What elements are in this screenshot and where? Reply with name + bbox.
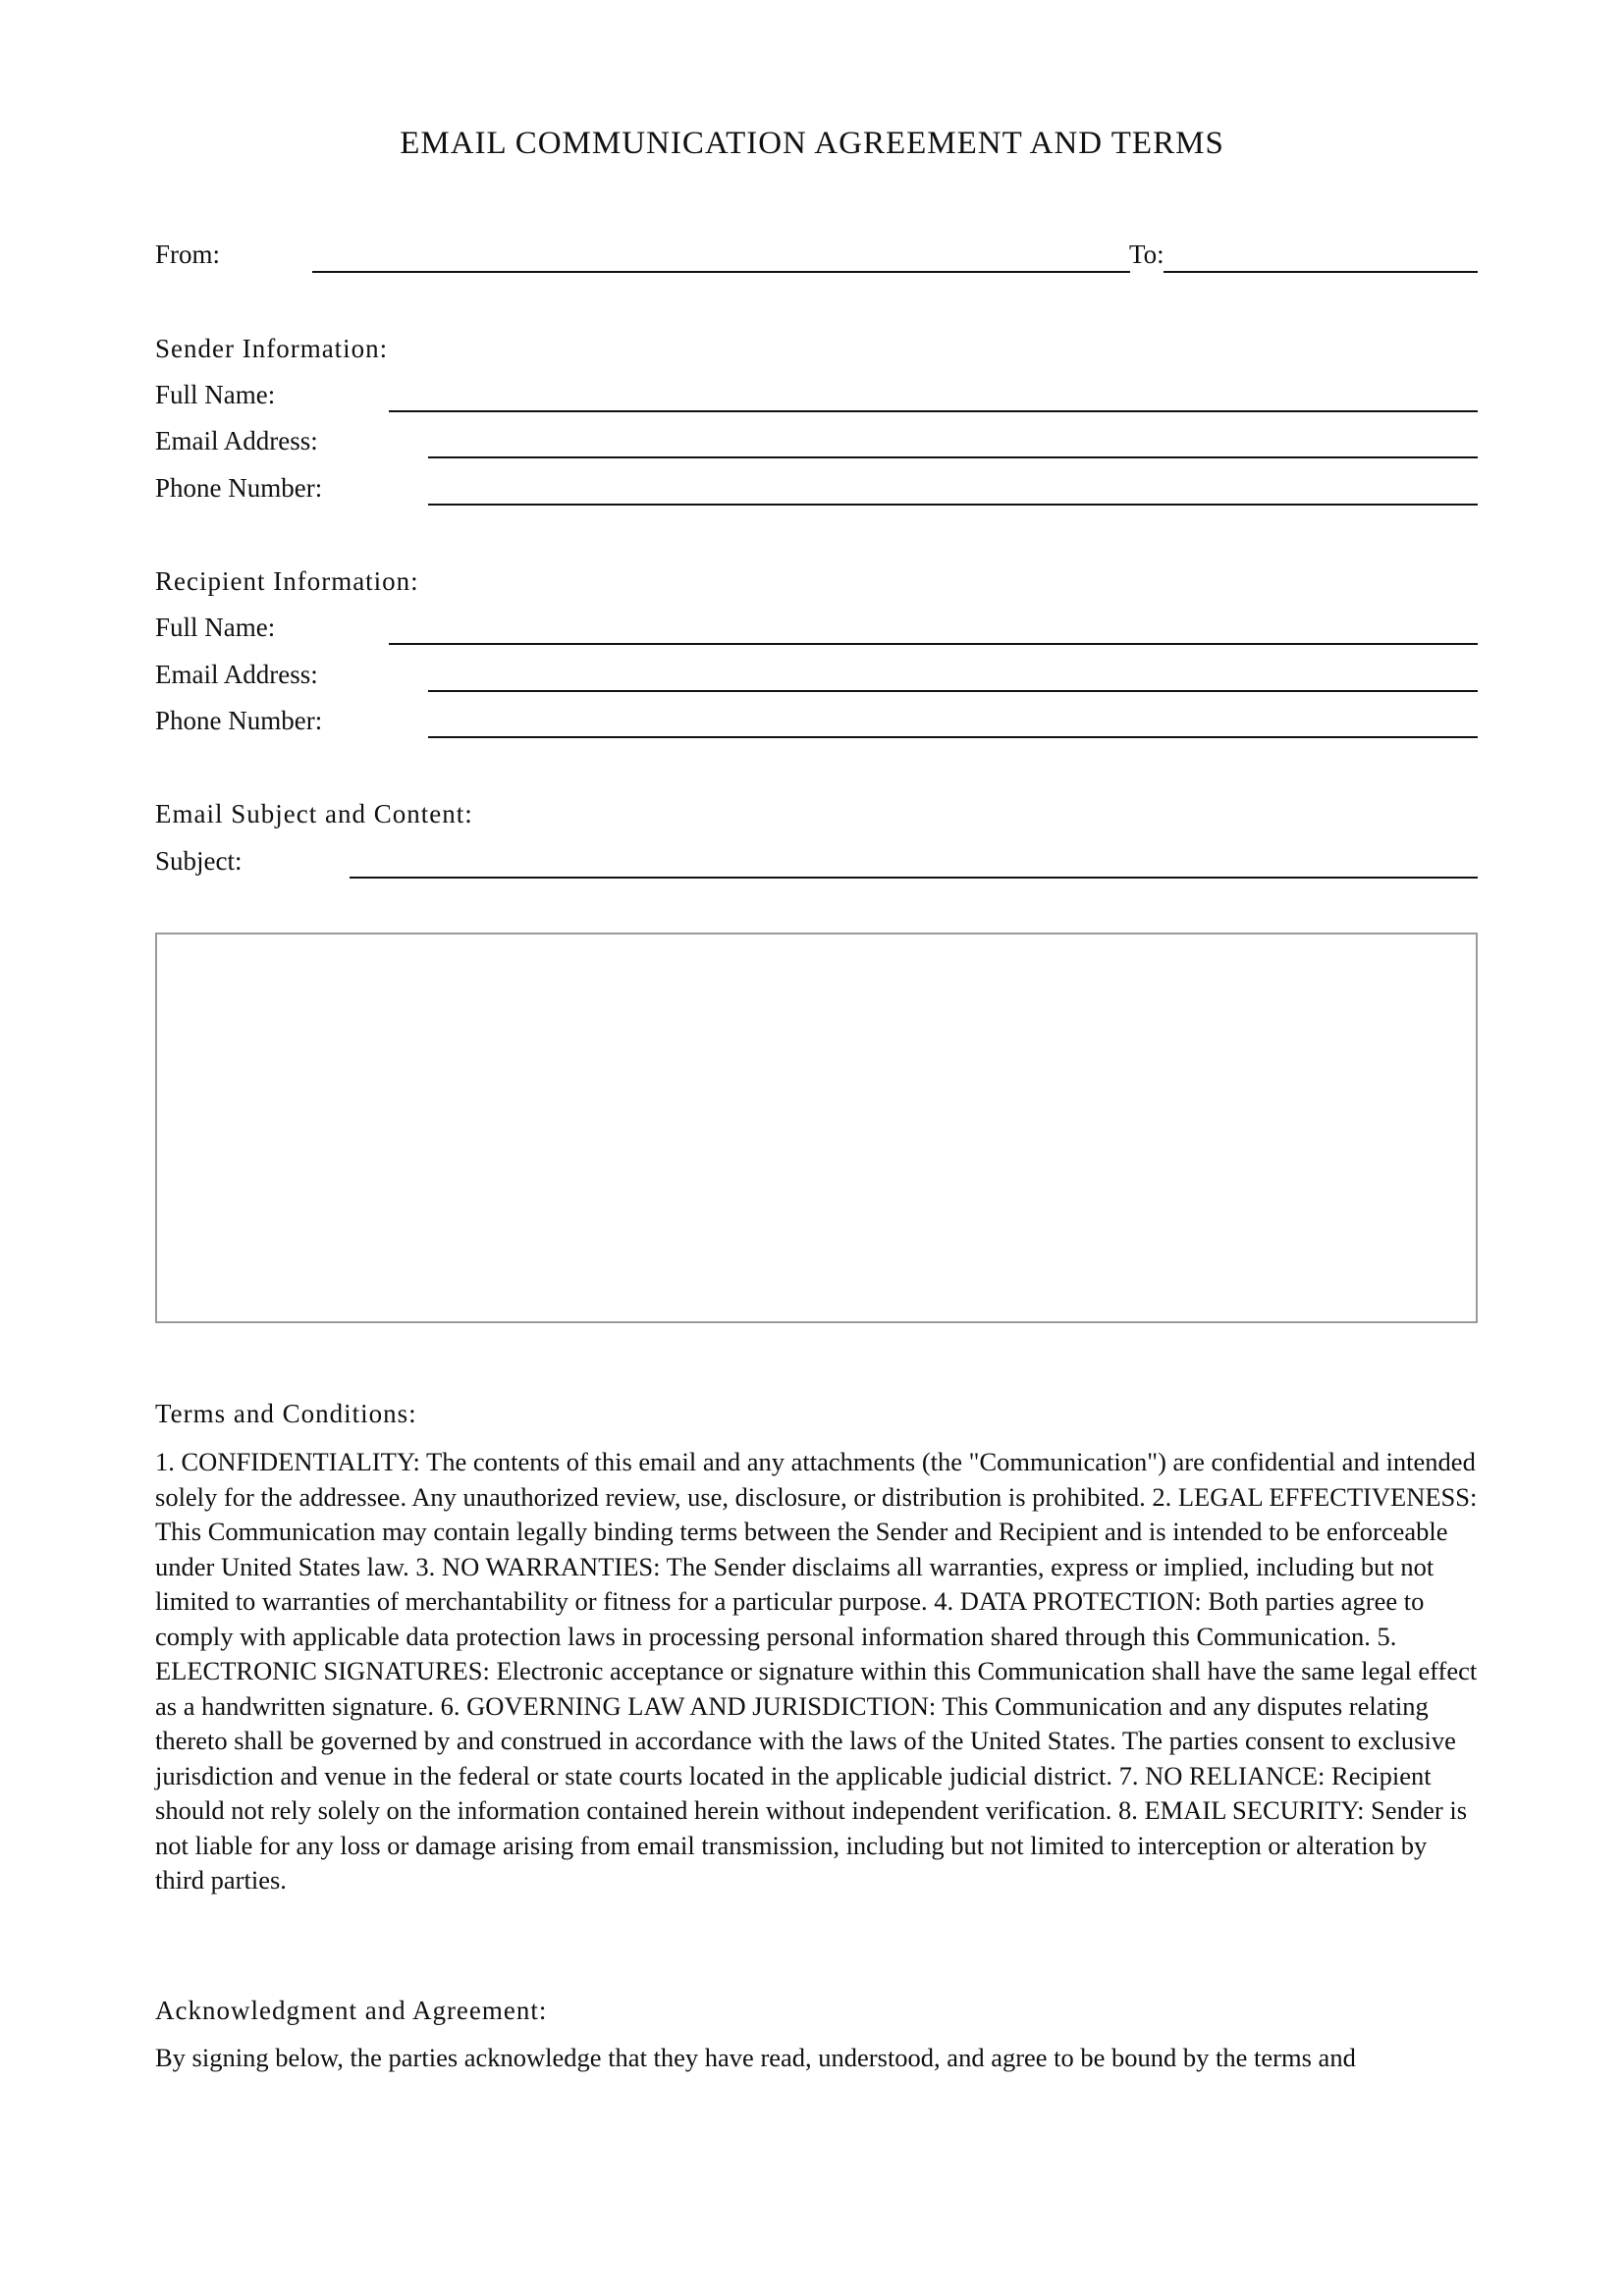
recipient-full-name-field[interactable]	[389, 643, 1478, 645]
subject-field[interactable]	[350, 877, 1478, 879]
acknowledgment-body: By signing below, the parties acknowledge that they have read, understood, and agree to be bound by the terms and	[155, 2043, 1356, 2072]
terms-body: 1. CONFIDENTIALITY: The contents of this email and any attachments (the "Communication") are confidential and intended solely for the addressee. Any unauthorized review, use, disclosure, or distribution is prohibited. 2. LEGAL EFFECTIVENESS: This Communication may contain legally binding terms between the Sender and Recipient and is intended to be enforceable under United States law. 3. NO WARRANTIES: The Sender disclaims all warranties, express or implied, including but not limited to warranties of merchantability or fitness for a particular purpose. 4. DATA PROTECTION: Both parties agree to comply with applicable data protection laws in processing personal information shared through this Communication. 5. ELECTRONIC SIGNATURES: Electronic acceptance or signature within this Communication shall have the same legal effect as a handwritten signature. 6. GOVERNING LAW AND JURISDICTION: This Communication and any disputes relating thereto shall be governed by and construed in accordance with the laws of the United States. The parties consent to exclusive jurisdiction and venue in the federal or state courts located in the applicable judicial district. 7. NO RELIANCE: Recipient should not rely solely on the information contained herein without independent verification. 8. EMAIL SECURITY: Sender is not liable for any loss or damage arising from email transmission, including but not limited to interception or alteration by third parties.	[155, 1447, 1478, 1895]
sender-section-heading: Sender Information:	[155, 334, 389, 363]
from-field[interactable]	[312, 271, 1130, 273]
email-content-box[interactable]	[155, 933, 1478, 1323]
email-section-heading: Email Subject and Content:	[155, 799, 473, 828]
to-label: To:	[1129, 240, 1164, 269]
sender-full-name-field[interactable]	[389, 410, 1478, 412]
subject-label: Subject:	[155, 846, 243, 876]
recipient-email-field[interactable]	[428, 690, 1478, 692]
sender-email-field[interactable]	[428, 456, 1478, 458]
recipient-phone-field[interactable]	[428, 736, 1478, 738]
terms-section-heading: Terms and Conditions:	[155, 1399, 417, 1428]
acknowledgment-section-heading: Acknowledgment and Agreement:	[155, 1996, 548, 2025]
sender-phone-label: Phone Number:	[155, 473, 323, 503]
recipient-section-heading: Recipient Information:	[155, 566, 419, 596]
from-label: From:	[155, 240, 221, 269]
recipient-phone-label: Phone Number:	[155, 706, 323, 735]
sender-full-name-label: Full Name:	[155, 380, 276, 409]
document-title: EMAIL COMMUNICATION AGREEMENT AND TERMS	[400, 126, 1224, 161]
recipient-email-label: Email Address:	[155, 660, 318, 689]
sender-email-label: Email Address:	[155, 426, 318, 455]
to-field[interactable]	[1164, 271, 1478, 273]
sender-phone-field[interactable]	[428, 504, 1478, 506]
recipient-full-name-label: Full Name:	[155, 613, 276, 642]
